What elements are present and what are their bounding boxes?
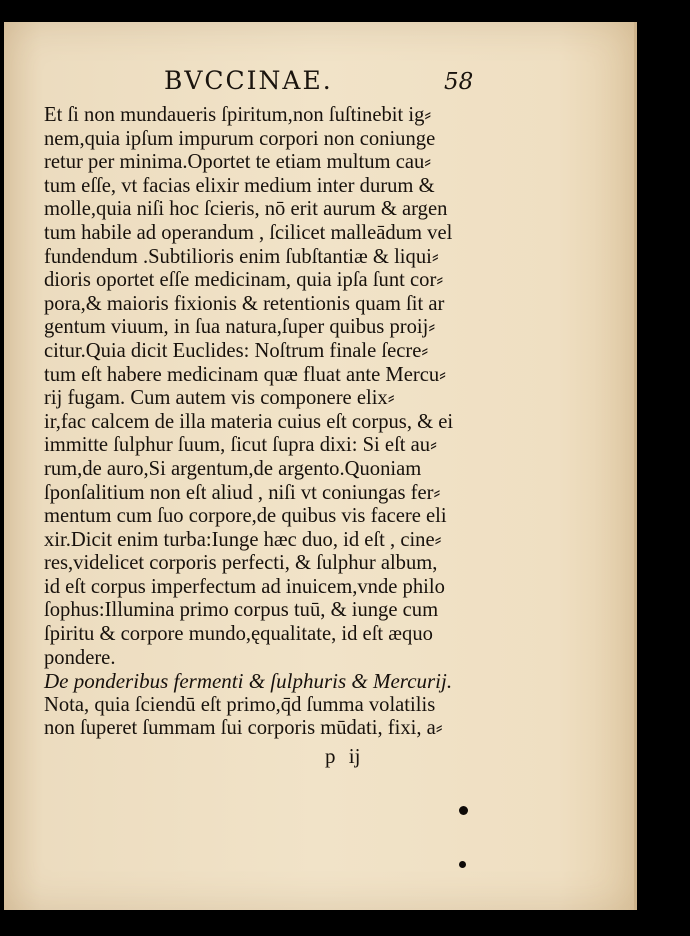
text-line: rum,de auro,Si argentum,de argento.Quoniam [44,457,422,480]
text-line: tum eſt habere medicinam quæ fluat ante Mercu⸗ [44,363,447,386]
body-text [44,104,464,741]
binding-hole [459,806,468,815]
text-line: dioris oportet eſſe medicinam, quia ipſa ſunt cor⸗ [44,269,444,292]
text-line: Et ſi non mundaueris ſpiritum,non ſuſtinebit ig⸗ [44,104,432,126]
text-line: ſponſalitium non eſt aliud , niſi vt coniungas fer⸗ [44,481,441,504]
text-line: tum eſſe, vt facias elixir medium inter durum & [44,174,435,197]
text-line: res,videlicet corporis perfecti, & ſulphur album, [44,552,438,575]
running-title: BVCCINAE. [164,66,333,95]
text-line: retur per minima.Oportet te etiam multum cau⸗ [44,151,432,174]
text-line: rij fugam. Cum autem vis componere elix⸗ [44,387,395,410]
page-header [4,63,634,103]
text-line: id eſt corpus imperfectum ad inuicem,vnde philo [44,575,445,598]
text-line: xir.Dicit enim turba:Iunge hæc duo, id eſt , cine⸗ [44,528,442,551]
text-line: pora,& maioris fixionis & retentionis quam ſit ar [44,292,445,315]
text-line: citur.Quia dicit Euclides: Noſtrum finale ſecre⸗ [44,339,429,362]
signature-mark: p ij [325,744,361,768]
section-subheading: De ponderibus fermenti & ſulphuris & Mercurij. [44,669,453,694]
text-line: non ſuperet ſummam ſui corporis mūdati, fixi, a⸗ [44,717,443,740]
text-line: molle,quia niſi hoc ſcieris, nō erit aurum & argen [44,198,448,221]
text-line: ſophus:Illumina primo corpus tuū, & iunge cum [44,599,439,622]
book-page [4,22,637,910]
text-line: pondere. [44,646,116,669]
text-line: gentum viuum, in ſua natura,ſuper quibus proij⸗ [44,316,436,339]
text-line: ſpiritu & corpore mundo,ęqualitate, id eſt æquo [44,623,433,646]
text-line: Nota, quia ſciendū eſt primo,q̄d ſumma volatilis [44,693,436,716]
binding-hole [459,861,466,868]
text-line: ir,fac calcem de illa materia cuius eſt corpus, & ei [44,410,454,433]
text-line: tum habile ad operandum , ſcilicet malleādum vel [44,221,453,244]
text-line: mentum cum ſuo corpore,de quibus vis facere eli [44,505,447,528]
text-line: nem,quia ipſum impurum corpori non coniunge [44,127,436,150]
folio-number: 58 [444,69,474,95]
text-line: fundendum .Subtilioris enim ſubſtantiæ & liqui⸗ [44,245,439,268]
text-line: immitte ſulphur ſuum, ſicut ſupra dixi: Si eſt au⸗ [44,434,437,457]
